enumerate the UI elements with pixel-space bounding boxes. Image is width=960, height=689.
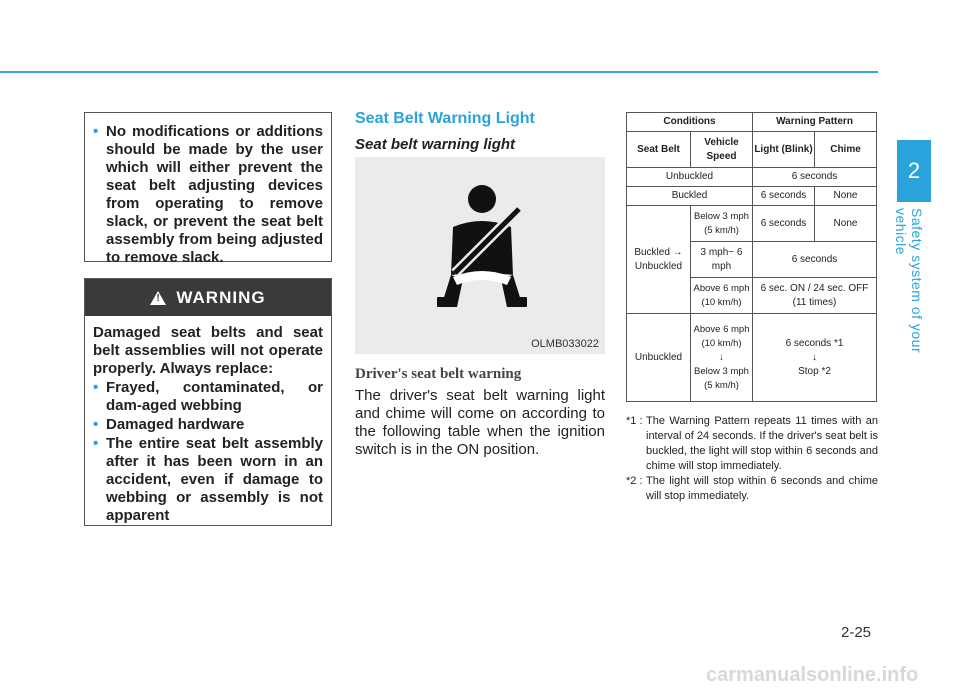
th-vehicle-speed: Vehicle Speed: [691, 132, 753, 168]
bullet-icon: •: [93, 416, 99, 433]
warning-pattern-table: [626, 112, 877, 402]
footnote: *1 : The Warning Pattern repeats 11 times with an interval of 24 seconds. If the driver's seat belt is buckled, the light will stop within 6 seconds and chime will stop immediately.: [626, 415, 878, 472]
warning-item: • Damaged hardware: [93, 416, 245, 433]
bullet-icon: •: [93, 435, 99, 452]
cell-speed: Above 6 mph (10 km/h): [691, 278, 753, 314]
down-arrow-icon: ↓: [812, 351, 817, 363]
cell-light: 6 seconds: [753, 206, 815, 242]
warning-item: • The entire seat belt assembly after it has been worn in an accident, even if damage to webbing or assembly is not apparent: [93, 435, 323, 524]
cell-seat-belt: Buckled → Unbuckled: [627, 206, 691, 314]
cell-pattern: 6 seconds: [753, 168, 877, 187]
chapter-tab: [897, 140, 931, 202]
th-warning-pattern: Warning Pattern: [753, 113, 877, 132]
drivers-seat-belt-heading: Driver's seat belt warning: [355, 366, 522, 382]
caution-box: [84, 112, 332, 266]
warning-title: WARNING: [176, 287, 266, 307]
th-conditions: Conditions: [627, 113, 753, 132]
cell-condition: Unbuckled: [627, 168, 753, 187]
header-rule: [0, 71, 878, 73]
warning-item: • Frayed, contaminated, or dam-aged webbing: [93, 379, 323, 414]
table-footnotes: [626, 414, 878, 504]
page-number: 2-25: [841, 624, 872, 641]
warning-triangle-icon: [150, 291, 166, 305]
cell-speed: Below 3 mph (5 km/h): [691, 206, 753, 242]
seat-belt-warning-light-icon: [355, 157, 605, 354]
watermark: carmanualsonline.info: [706, 664, 919, 686]
cell-speed: 3 mph~ 6 mph: [691, 242, 753, 278]
cell-pattern: 6 sec. ON / 24 sec. OFF (11 times): [753, 278, 877, 314]
bullet-icon: •: [93, 123, 99, 140]
subsection-title: Seat belt warning light: [355, 136, 516, 153]
cell-speed-transition: Above 6 mph (10 km/h) ↓ Below 3 mph (5 km/h): [691, 314, 753, 402]
th-light: Light (Blink): [753, 132, 815, 168]
cell-pattern-transition: 6 seconds *1 ↓ Stop *2: [753, 314, 877, 402]
cell-chime: None: [815, 206, 877, 242]
section-title: Seat Belt Warning Light: [355, 110, 535, 127]
down-arrow-icon: ↓: [719, 351, 724, 363]
chapter-number: 2: [907, 158, 921, 183]
cell-seat-belt: Unbuckled: [627, 314, 691, 402]
cell-light: 6 seconds: [753, 187, 815, 206]
body-paragraph: The driver's seat belt warning light and chime will come on according to the following table when the ignition switch is in the ON position.: [355, 387, 605, 458]
figure-caption: OLMB033022: [531, 338, 599, 350]
caution-item: • No modifications or additions should be made by the user which will either prevent the seat belt adjusting devices from operating to remove slack, or prevent the seat belt assembly from being adjusted to remove slack.: [93, 123, 323, 266]
cell-pattern: 6 seconds: [753, 242, 877, 278]
seat-belt-warning-figure: [355, 157, 605, 354]
warning-intro: Damaged seat belts and seat belt assemblies will not operate properly. Always replace:: [93, 324, 323, 377]
cell-condition: Buckled: [627, 187, 753, 206]
warning-box: [84, 278, 332, 526]
cell-chime: None: [815, 187, 877, 206]
bullet-icon: •: [93, 379, 99, 396]
footnote: *2 : The light will stop within 6 seconds and chime will stop immediately.: [626, 475, 878, 502]
warning-header: [85, 279, 331, 316]
th-seat-belt: Seat Belt: [627, 132, 691, 168]
chapter-label: Safety system of your vehicle: [893, 208, 925, 354]
th-chime: Chime: [815, 132, 877, 168]
